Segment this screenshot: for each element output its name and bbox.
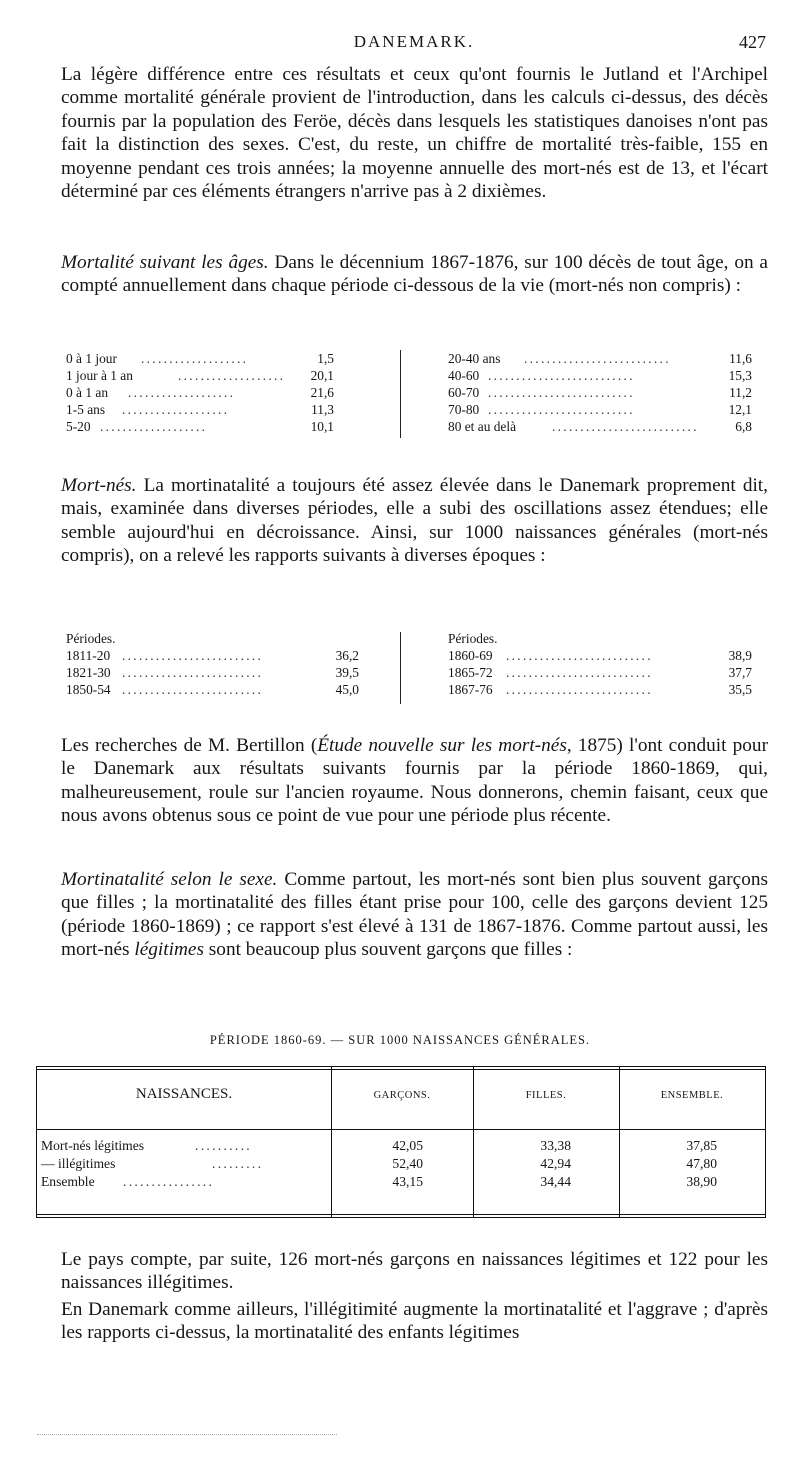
cell-filles: 42,94 (540, 1156, 571, 1171)
age-label: 0 à 1 an (66, 385, 109, 400)
age-table-right-column (448, 350, 752, 435)
age-label: 60-70 (448, 385, 480, 400)
age-label: 20-40 ans (448, 351, 501, 366)
period-label: 1850-54 (66, 682, 111, 697)
age-row: 80 et au delà .......................... 6,8 (448, 419, 752, 434)
age-row: 70-80 .......................... 12,1 (448, 402, 752, 417)
period-header: Périodes. (448, 631, 498, 646)
cited-work-title: Étude nouvelle sur les mort-nés (317, 735, 567, 756)
paragraph-bertillon-research (61, 734, 768, 828)
age-label: 70-80 (448, 402, 480, 417)
age-label: 40-60 (448, 368, 480, 383)
paragraph-country-count: Le pays compte, par suite, 126 mort-nés garçons en naissances légitimes et 122 pour les naissances illégitimes. (61, 1249, 768, 1294)
age-value: 11,2 (729, 385, 752, 400)
age-label: 1 jour à 1 an (66, 368, 133, 383)
age-label: 0 à 1 jour (66, 351, 117, 366)
header-filles: FILLES. (525, 1090, 567, 1101)
age-row: 0 à 1 an ................... 21,6 (66, 385, 334, 400)
period-row: 1865-72 .......................... 37,7 (448, 665, 752, 680)
column-divider (400, 350, 401, 438)
paragraph-stillbirth-by-sex (61, 868, 768, 962)
age-value: 20,1 (310, 368, 334, 383)
cell-garcons: 42,05 (392, 1138, 423, 1153)
paragraph-text: Les recherches de M. Bertillon ( (61, 735, 318, 756)
paragraph-stillbirths (61, 474, 768, 568)
section-heading-stillbirths: Mort-nés. (61, 475, 137, 496)
cell-garcons: 52,40 (392, 1156, 423, 1171)
paragraph-mortality-difference: La légère différence entre ces résultats et ceux qu'ont fournis le Jutland et l'Archipel comme mortalité générale provient de l'introduction, dans les calculs ci-dessus, des décès fournis par la population des Feröe, décès dans lesquels les statistiques danoises n'ont pas fait la distinction des sexes. C'est, du reste, un chiffre de mortalité très-faible, 155 en moyenne pendant ces trois années; la moyenne annuelle des mort-nés est de 13, et l'écart déterminé par ces éléments étrangers n'arrive pas à 2 dixièmes. (61, 64, 768, 203)
paragraph-text: , 1875) l'ont conduit pour le Danemark aux résultats suivants fournis par la période 1860-1869, qui, malheureusement, roule sur l'ancien royaume. Nous donnerons, chemin faisant, ceux que nous avons obtenus sous ce point de vue pour une période plus récente. (61, 735, 768, 827)
age-label: 1-5 ans (66, 402, 106, 417)
age-value: 11,6 (729, 351, 752, 366)
period-value: 39,5 (335, 665, 359, 680)
period-label: 1860-69 (448, 648, 493, 663)
period-value: 45,0 (335, 682, 359, 697)
age-value: 21,6 (310, 385, 334, 400)
cell-ensemble: 47,80 (686, 1156, 717, 1171)
births-table: NAISSANCES. GARÇONS. FILLES. ENSEMBLE. Mort-nés légitimes .......... 42,05 33,38 37,85 — illégitimes ......... 52,40 42,94 47,80 Ensemble ................ 43,15 34,44 38,90 (36, 1066, 766, 1218)
period-header: Périodes. (66, 631, 116, 646)
header-ensemble: ENSEMBLE. (660, 1090, 724, 1101)
age-row: 20-40 ans .......................... 11,6 (448, 351, 752, 366)
table-header-rule (37, 1129, 765, 1130)
paragraph-text: Comme partout, les mort-nés sont bien plus souvent garçons que filles ; la mortinatalité des filles étant prise pour 100, celle des garçons devient 125 (période 1860-1869) ; ce rapport s'est élevé à 131 de 1867-1876. Comme partout aussi, les mort-nés (61, 869, 768, 961)
period-label: 1867-76 (448, 682, 493, 697)
age-value: 1,5 (317, 351, 334, 366)
age-row: 0 à 1 jour ................... 1,5 (66, 351, 334, 366)
age-label: 5-20 (66, 419, 91, 434)
period-value: 37,7 (728, 665, 752, 680)
age-row: 60-70 .......................... 11,2 (448, 385, 752, 400)
page-header (60, 32, 768, 54)
period-row: 1850-54 ......................... 45,0 (66, 682, 359, 697)
row-label: Mort-nés légitimes (41, 1138, 145, 1153)
births-table-title: PÉRIODE 1860-69. — SUR 1000 NAISSANCES GÉNÉRALES. (209, 1033, 591, 1047)
page-number: 427 (739, 32, 766, 52)
age-value: 11,3 (311, 402, 334, 417)
cell-ensemble: 38,90 (686, 1174, 717, 1189)
emphasis-legitimes: légitimes (134, 939, 204, 961)
age-row: 40-60 .......................... 15,3 (448, 368, 752, 383)
row-label: — illégitimes (41, 1156, 116, 1171)
age-label: 80 et au delà (448, 419, 517, 434)
period-value: 35,5 (728, 682, 752, 697)
age-row: 1 jour à 1 an ................... 20,1 (66, 368, 334, 383)
period-value: 38,9 (728, 648, 752, 663)
column-divider (400, 632, 401, 704)
bottom-rule (37, 1434, 337, 1438)
paragraph-text: La mortinatalité a toujours été assez élevée dans le Danemark proprement dit, mais, examinée dans diverses périodes, elle a subi des oscillations assez étendues; elle semble aujourd'hui en décroissance. Ainsi, sur 1000 naissances générales (mort-nés compris), on a relevé les rapports suivants à diverses époques : (61, 475, 768, 567)
period-row: 1811-20 ......................... 36,2 (66, 648, 359, 663)
cell-ensemble: 37,85 (686, 1138, 717, 1153)
period-label: 1821-30 (66, 665, 111, 680)
period-table-left-column (66, 630, 359, 698)
cell-filles: 34,44 (540, 1174, 571, 1189)
age-row: 5-20 ................... 10,1 (66, 419, 334, 434)
paragraph-text: sont beaucoup plus souvent garçons que filles : (203, 939, 573, 961)
period-row: 1821-30 ......................... 39,5 (66, 665, 359, 680)
section-heading-mortality-age: Mortalité suivant les âges. (61, 252, 269, 273)
period-stillbirth-table (66, 630, 768, 706)
section-heading-stillbirth-sex: Mortinatalité selon le sexe. (61, 869, 278, 890)
age-value: 6,8 (735, 419, 752, 434)
period-table-right-column (448, 630, 752, 698)
age-row: 1-5 ans ................... 11,3 (66, 402, 334, 417)
age-table-left-column (66, 350, 334, 435)
age-value: 12,1 (728, 402, 752, 417)
cell-filles: 33,38 (540, 1138, 571, 1153)
period-value: 36,2 (335, 648, 359, 663)
period-label: 1811-20 (66, 648, 111, 663)
period-row: 1867-76 .......................... 35,5 (448, 682, 752, 697)
header-naissances: NAISSANCES. (135, 1086, 233, 1102)
period-row: 1860-69 .......................... 38,9 (448, 648, 752, 663)
row-label: Ensemble (41, 1174, 95, 1189)
paragraph-text: Dans le décennium 1867-1876, sur 100 décès de tout âge, on a compté annuellement dans chaque période ci-dessous de la vie (mort-nés non compris) : (61, 252, 768, 297)
table-rule (37, 1214, 765, 1215)
header-garcons: GARÇONS. (373, 1090, 431, 1101)
age-mortality-table (66, 350, 768, 440)
period-label: 1865-72 (448, 665, 493, 680)
paragraph-illegitimacy: En Danemark comme ailleurs, l'illégitimité augmente la mortinatalité et l'aggrave ; d'après les rapports ci-dessus, la mortinatalité des enfants légitimes (61, 1299, 768, 1344)
cell-garcons: 43,15 (392, 1174, 423, 1189)
age-value: 15,3 (728, 368, 752, 383)
running-title: DANEMARK. (353, 32, 475, 51)
table-rule (37, 1069, 765, 1070)
age-value: 10,1 (310, 419, 334, 434)
paragraph-mortality-by-age (61, 251, 768, 298)
